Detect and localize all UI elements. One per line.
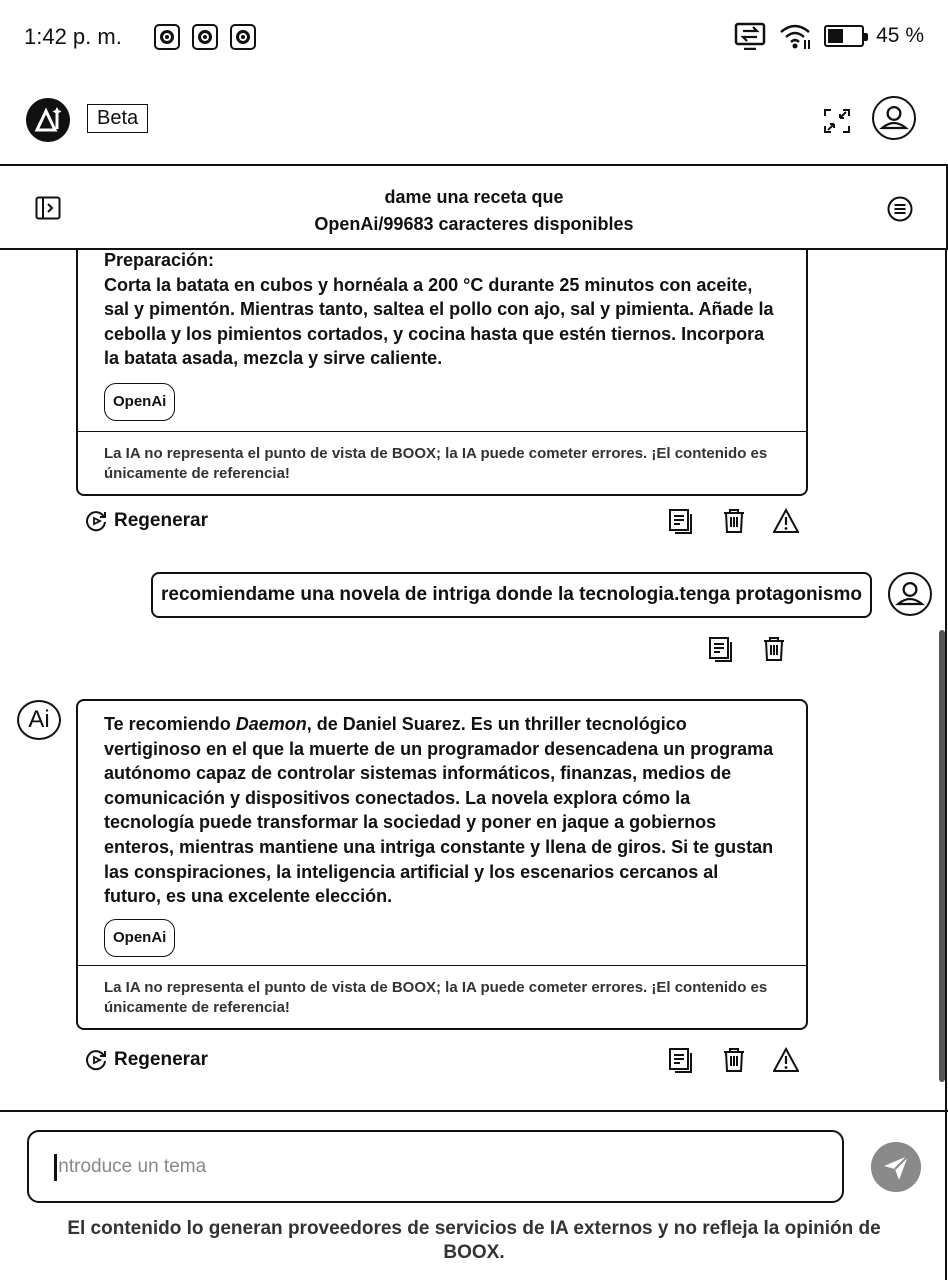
copy-icon[interactable] bbox=[668, 508, 694, 534]
source-chip[interactable]: OpenAi bbox=[104, 383, 175, 421]
beta-badge: Beta bbox=[87, 104, 148, 133]
chat-area[interactable] bbox=[0, 250, 948, 1110]
menu-icon[interactable] bbox=[887, 196, 913, 222]
ai-disclaimer: La IA no representa el punto de vista de BOOX; la IA puede cometer errores. ¡El contenido es únicamente de referencia! bbox=[78, 965, 806, 1028]
status-bar bbox=[0, 0, 948, 74]
browser-notification-icon bbox=[154, 24, 180, 50]
regenerate-icon bbox=[86, 1049, 108, 1071]
sidebar-toggle-icon[interactable] bbox=[35, 196, 61, 220]
ai-message-text-rest: , de Daniel Suarez. Es un thriller tecnológico vertiginoso en el que la muerte de un programador desencadena un programa autónomo capaz de controlar sistemas informáticos, finanzas, medios de comunicación y dispositivos conectados. La novela explora cómo la tecnología puede transformar la sociedad y poner en jaque a gobiernos enteros, mientras mantiene una intriga constante y llena de giros. Si te gustan las conspiraciones, la inteligencia artificial y los escenarios cercanos al futuro, es una excelente elección. bbox=[104, 714, 774, 907]
ai-avatar: Ai bbox=[17, 700, 61, 740]
notification-icons bbox=[154, 24, 256, 50]
ai-message-text bbox=[78, 701, 806, 909]
ai-message-card bbox=[76, 250, 808, 496]
ai-logo-icon bbox=[33, 105, 63, 135]
user-message-actions bbox=[708, 636, 868, 666]
footer-disclaimer: El contenido lo generan proveedores de servicios de IA externos y no refleja la opinión de BOOX. bbox=[67, 1218, 881, 1263]
copy-icon[interactable] bbox=[668, 1047, 694, 1073]
ai-message-actions bbox=[76, 508, 808, 538]
regenerate-label: Regenerar bbox=[114, 510, 208, 531]
send-icon[interactable] bbox=[871, 1142, 921, 1192]
battery-percentage: 45 % bbox=[876, 24, 924, 47]
collapse-icon[interactable] bbox=[822, 106, 852, 136]
text-caret bbox=[54, 1154, 57, 1181]
composer-divider bbox=[0, 1110, 948, 1112]
conversation-header bbox=[0, 164, 948, 250]
book-title: Daemon bbox=[235, 714, 307, 734]
ai-message-text-start: Te recomiendo bbox=[104, 714, 236, 734]
profile-icon[interactable] bbox=[872, 96, 916, 140]
regenerate-icon bbox=[86, 510, 108, 532]
app-bar bbox=[0, 74, 948, 164]
topic-input[interactable] bbox=[53, 1152, 813, 1182]
ai-message-text bbox=[78, 250, 806, 371]
character-counter: OpenAi/99683 caracteres disponibles bbox=[314, 214, 634, 234]
ai-logo bbox=[26, 98, 70, 142]
topic-input-box[interactable] bbox=[27, 1130, 844, 1203]
report-warning-icon[interactable] bbox=[773, 1047, 799, 1073]
battery-fill bbox=[828, 29, 842, 43]
delete-icon[interactable] bbox=[721, 508, 747, 534]
status-indicators bbox=[734, 22, 924, 50]
regenerate-button[interactable] bbox=[86, 1049, 208, 1071]
status-time: 1:42 p. m. bbox=[24, 24, 122, 49]
panel-border bbox=[945, 164, 947, 1280]
report-warning-icon[interactable] bbox=[773, 508, 799, 534]
ai-message-body: Corta la batata en cubos y hornéala a 200 °C durante 25 minutos con aceite, sal y pimentón. Mientras tanto, saltea el pollo con ajo, sal y pimienta. Añade la cebolla y los pimientos cortados, y cocina hasta que estén tiernos. Incorpora la batata asada, mezcla y sirve caliente. bbox=[104, 274, 774, 369]
conversation-title bbox=[150, 184, 798, 238]
ai-message-heading: Preparación: bbox=[104, 250, 215, 270]
browser-notification-icon bbox=[192, 24, 218, 50]
regenerate-label: Regenerar bbox=[114, 1049, 208, 1070]
ai-message-actions bbox=[76, 1047, 808, 1077]
user-avatar-icon bbox=[888, 572, 932, 616]
copy-icon[interactable] bbox=[708, 636, 734, 662]
wifi-icon bbox=[778, 22, 812, 50]
delete-icon[interactable] bbox=[761, 636, 787, 662]
user-message-bubble: recomiendame una novela de intriga donde la tecnologia.tenga protagonismo bbox=[151, 572, 872, 618]
conversation-title-text: dame una receta que bbox=[384, 187, 564, 207]
regenerate-button[interactable] bbox=[86, 510, 208, 532]
ai-disclaimer: La IA no representa el punto de vista de BOOX; la IA puede cometer errores. ¡El contenido es únicamente de referencia! bbox=[78, 431, 806, 494]
ai-message-card bbox=[76, 699, 808, 1030]
battery-icon bbox=[824, 25, 864, 47]
source-chip[interactable]: OpenAi bbox=[104, 919, 175, 957]
delete-icon[interactable] bbox=[721, 1047, 747, 1073]
screen-refresh-icon bbox=[734, 22, 766, 50]
browser-notification-icon bbox=[230, 24, 256, 50]
